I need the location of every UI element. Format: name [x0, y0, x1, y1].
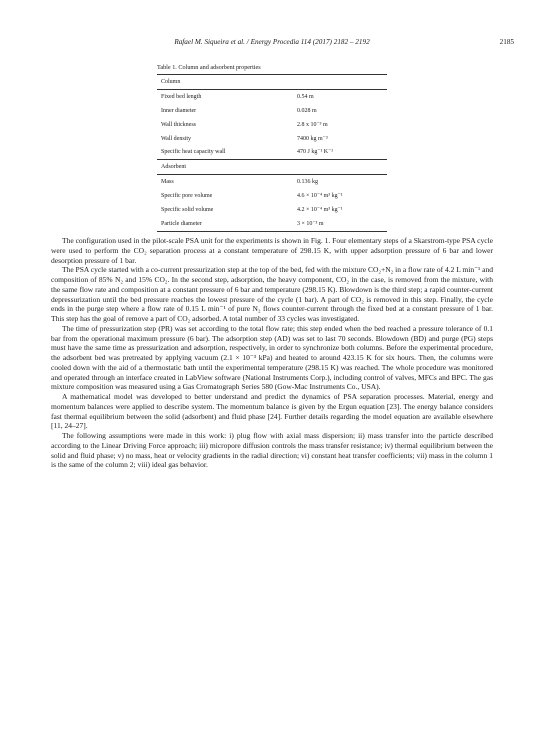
- paragraph: The time of pressurization step (PR) was set according to the total flow rate; this step ended when the bed reached a pressure tolerance of 0.1 bar from the operational maximum pressure (6 bar). The adsorption step (AD) was set to last 70 seconds. Blowdown (BD) and purge (PG) steps must have the same time as pressurization and adsorption, respectively, in order to synchronize both columns. Before the experimental procedure, the adsorbent bed was pretreated by applying vacuum (2.1 × 10⁻³ kPa) and heated to around 423.15 K for six hours. Then, the columns were cooled down with the aid of a thermostatic bath until the experimental temperature (298.15 K) was reached. The whole procedure was monitored and operated through an interface created in LabView software (National Instruments Corp.), including control of valves, MFCs and BPC. The gas mixture composition was measured using a Gas Cromatograph Series 580 (Gow-Mac Instruments Co., USA).: [51, 323, 493, 392]
- paragraph: A mathematical model was developed to better understand and predict the dynamics of PSA separation processes. Material, energy and momentum balances were applied to describe system. The momentum balance is given by the Ergun equation [23]. The energy balance considers fast thermal equilibrium between the solid (adsorbent) and fluid phase [24]. Further details regarding the model equation are available elsewhere [11, 24–27].: [51, 392, 493, 431]
- properties-table: [157, 74, 387, 232]
- paragraph: The PSA cycle started with a co-current pressurization step at the top of the bed, fed with the mixture CO₂+N₂ in a flow rate of 4.2 L min⁻¹ and composition of 85% N₂ and 15% CO₂. In the second step, adsorption, the heavy component, CO₂ in the case, is removed from the mixture, with the same flow rate and composition at a constant pressure of 6 bar and temperature (298.15 K). Blowdown is the third step; a rapid counter-current depressurization until the bed pressure reaches the lowest pressure of the cycle (1 bar). A part of CO₂ is removed in this step. Finally, the cycle ends in the purge step where a flow rate of 0.15 L min⁻¹ of pure N₂ flows counter-current through the fixed bed at a constant pressure of 1 bar. This step has the goal of remove a part of CO₂ adsorbed. A total number of 33 cycles was investigated.: [51, 265, 493, 323]
- table-row: [157, 104, 387, 118]
- property-value: 4.2 × 10⁻⁴ m³ kg⁻¹: [297, 206, 343, 213]
- property-value: 3 × 10⁻³ m: [293, 217, 387, 231]
- property-label: Inner diameter: [161, 107, 197, 114]
- property-value: 7400 kg m⁻³: [297, 135, 328, 142]
- property-value: 0.028 m: [297, 107, 317, 114]
- section-title-column: Column: [157, 75, 387, 90]
- table-row: [157, 175, 387, 189]
- property-value: 470 J kg⁻¹ K⁻¹: [297, 149, 334, 156]
- property-label: Fixed bed length: [161, 93, 202, 100]
- running-title: Rafael M. Siqueira et al. / Energy Procedia 114 (2017) 2182 – 2192: [174, 38, 370, 46]
- table-caption: Table 1. Column and adsorbent properties: [157, 64, 261, 71]
- property-value: 0.136 kg: [297, 179, 318, 186]
- property-value: 0.54 m: [297, 93, 314, 100]
- section-title-adsorbent: Adsorbent: [157, 160, 387, 175]
- table-row: [157, 89, 387, 103]
- table-section-header: [157, 160, 387, 175]
- body-text: [51, 236, 493, 470]
- property-label: Particle diameter: [157, 217, 293, 231]
- table-row: [157, 118, 387, 132]
- property-label: Wall thickness: [161, 121, 197, 128]
- paragraph: The configuration used in the pilot-scale PSA unit for the experiments is shown in Fig. 1. Four elementary steps of a Skarstrom-type PSA cycle were used to perform the CO₂ separation process at a constant temperature of 298.15 K, with upper adsorption pressure of 6 bar and lower desorption pressure of 1 bar.: [51, 236, 493, 265]
- table-row: [157, 217, 387, 231]
- table-row: [157, 145, 387, 159]
- page-number: 2185: [499, 38, 514, 46]
- running-header: [0, 38, 544, 50]
- property-label: Specific heat capacity wall: [161, 149, 226, 156]
- property-label: Specific solid volume: [161, 206, 214, 213]
- property-label: Mass: [161, 179, 174, 186]
- table-row: [157, 132, 387, 146]
- property-label: Wall density: [161, 135, 192, 142]
- table-section-header: [157, 75, 387, 90]
- table-row: [157, 203, 387, 217]
- property-value: 2.8 x 10⁻³ m: [297, 121, 328, 128]
- property-label: Specific pore volume: [161, 193, 213, 200]
- property-value: 4.6 × 10⁻⁴ m³ kg⁻¹: [297, 193, 343, 200]
- paragraph: The following assumptions were made in this work: i) plug flow with axial mass dispersion; ii) mass transfer into the particle described according to the Linear Driving Force approach; iii) micropore diffusion controls the mass transfer resistance; iv) thermal equilibrium between the solid and fluid phase; v) no mass, heat or velocity gradients in the radial direction; vi) constant heat transfer coefficients; vii) mass in the column 1 is the same of the column 2; viii) ideal gas behavior.: [51, 431, 493, 470]
- table-row: [157, 189, 387, 203]
